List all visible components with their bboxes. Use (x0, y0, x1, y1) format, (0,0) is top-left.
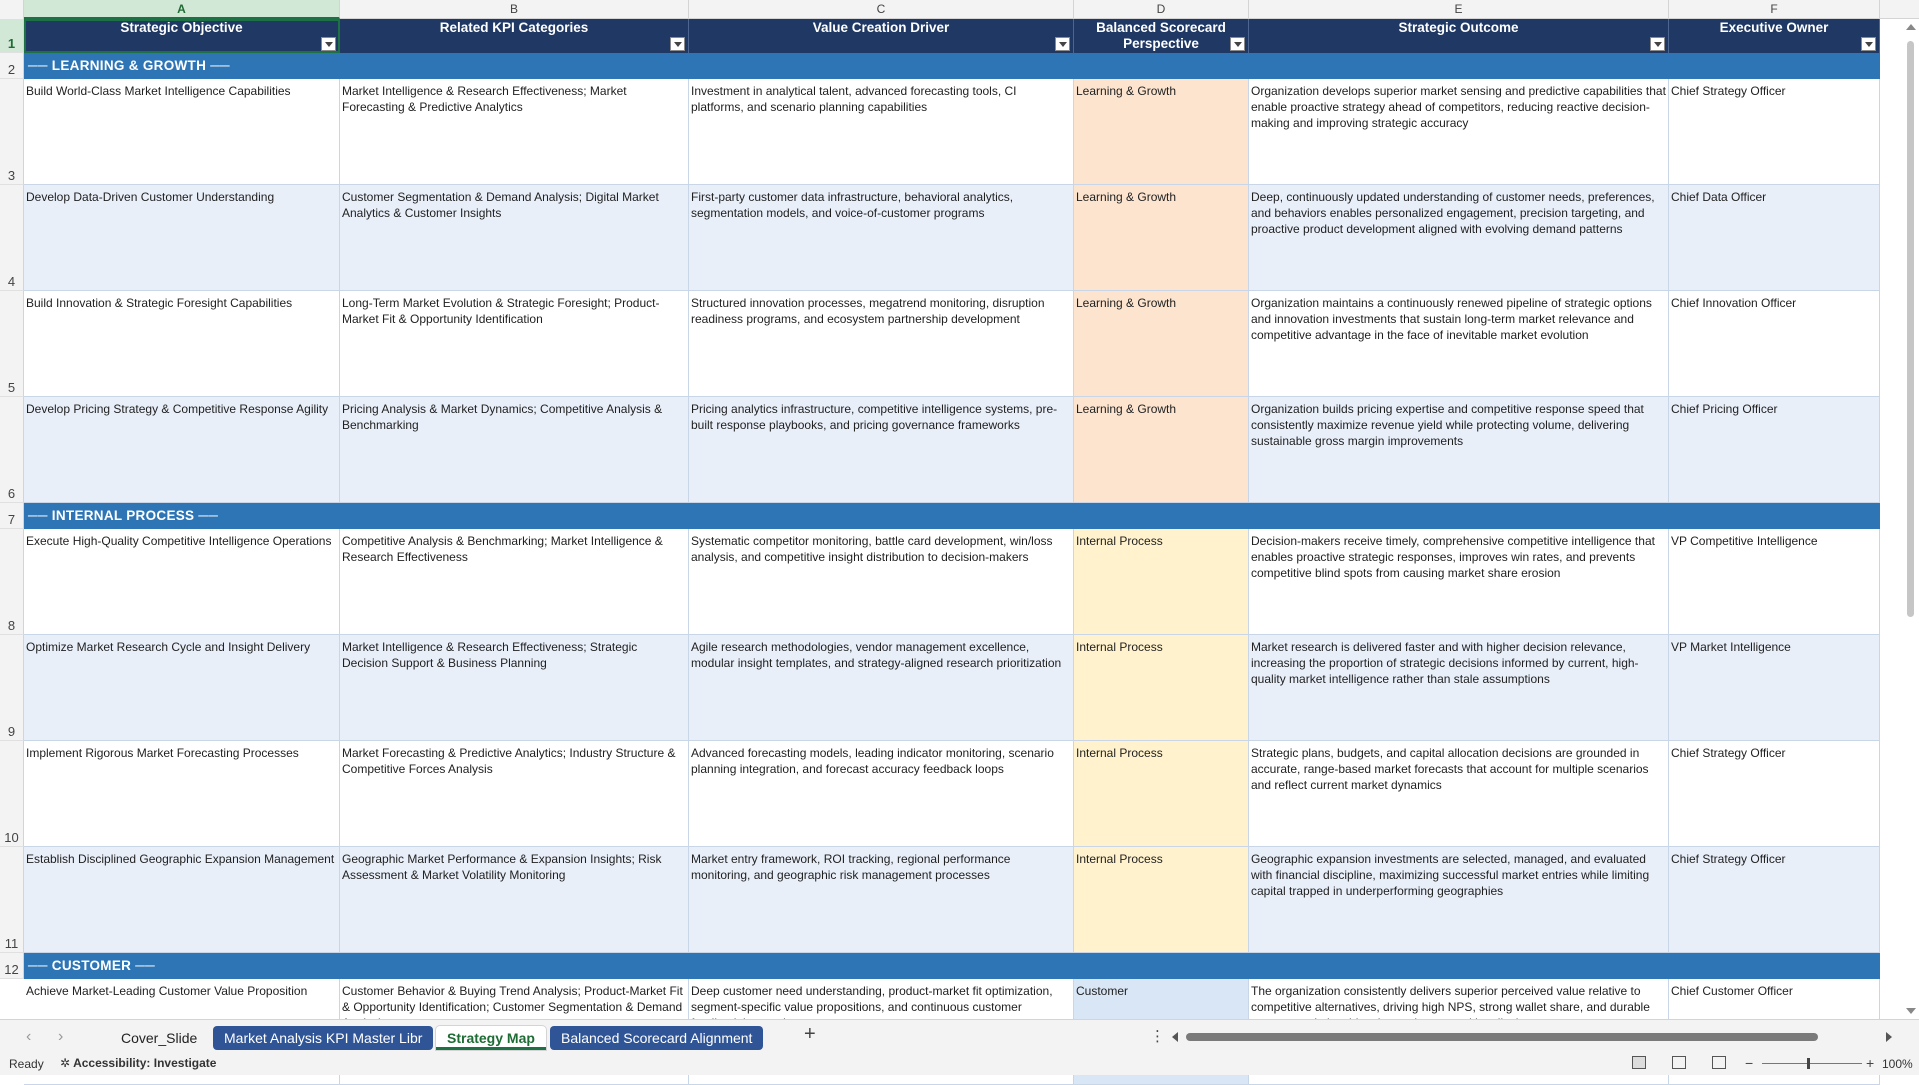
section-header-row (24, 953, 1880, 979)
cell-driver[interactable]: Investment in analytical talent, advanced forecasting tools, CI platforms, and scenario planning capabilities (689, 79, 1074, 184)
sheet-grid[interactable] (24, 19, 1880, 1019)
section-label: INTERNAL PROCESS (51, 508, 195, 523)
vertical-scroll-thumb[interactable] (1907, 41, 1914, 617)
section-rule-left: ── (28, 58, 48, 73)
zoom-slider-track[interactable] (1762, 1063, 1862, 1064)
cell-owner[interactable]: Chief Strategy Officer (1669, 79, 1880, 184)
cell-outcome[interactable]: Strategic plans, budgets, and capital allocation decisions are grounded in accurate, range-based market forecasts that account for multiple scenarios and reflect current market dynamics (1249, 741, 1669, 846)
table-row (24, 397, 1880, 503)
cell-outcome[interactable]: Organization maintains a continuously renewed pipeline of strategic options and innovation investments that sustain long-term market relevance and competitive advantage in the face of inevitable market evolution (1249, 291, 1669, 396)
status-bar (0, 1053, 1919, 1075)
row-number-label: 4 (7, 274, 16, 289)
cell-objective[interactable]: Develop Pricing Strategy & Competitive Response Agility (24, 397, 340, 502)
table-header-row (24, 19, 1880, 53)
scroll-up-arrow-icon[interactable] (1906, 24, 1916, 30)
section-rule-right: ── (206, 58, 230, 73)
cell-outcome[interactable]: Organization develops superior market sensing and predictive capabilities that enable proactive strategy ahead of competitors, reducing reactive decision-making and improving strategic accuracy (1249, 79, 1669, 184)
cell-perspective[interactable]: Learning & Growth (1074, 185, 1249, 290)
cell-kpi[interactable]: Competitive Analysis & Benchmarking; Market Intelligence & Research Effectiveness (340, 529, 689, 634)
horizontal-scroll-thumb[interactable] (1186, 1033, 1818, 1041)
add-sheet-icon[interactable]: + (804, 1023, 816, 1045)
cell-driver[interactable]: Deep customer need understanding, product-market fit optimization, segment-specific value propositions, and continuous customer (689, 979, 1074, 1084)
cell-perspective[interactable]: Learning & Growth (1074, 79, 1249, 184)
sheet-tab-bar (0, 1019, 1919, 1053)
cell-objective[interactable]: Optimize Market Research Cycle and Insight Delivery (24, 635, 340, 740)
column-letter-f[interactable]: F (1669, 0, 1880, 19)
column-letter-b[interactable]: B (340, 0, 689, 19)
row-number[interactable] (0, 529, 24, 635)
cell-objective[interactable]: Execute High-Quality Competitive Intelligence Operations (24, 529, 340, 634)
row-number[interactable] (0, 847, 24, 953)
cell-owner[interactable]: Chief Innovation Officer (1669, 291, 1880, 396)
section-label: CUSTOMER (51, 958, 132, 973)
header-label: Executive Owner (1719, 20, 1829, 35)
table-row (24, 291, 1880, 397)
cell-driver[interactable]: Structured innovation processes, megatrend monitoring, disruption readiness programs, and ecosystem partnership development (689, 291, 1074, 396)
header-cell-b[interactable] (340, 19, 689, 53)
cell-perspective[interactable]: Internal Process (1074, 529, 1249, 634)
filter-dropdown-icon[interactable] (1055, 37, 1070, 51)
cell-objective[interactable]: Build Innovation & Strategic Foresight Capabilities (24, 291, 340, 396)
cell-owner[interactable]: Chief Customer Officer (1669, 979, 1880, 1084)
header-cell-a[interactable] (24, 19, 340, 53)
filter-dropdown-icon[interactable] (1230, 37, 1245, 51)
cell-perspective[interactable]: Internal Process (1074, 847, 1249, 952)
cell-objective[interactable]: Build World-Class Market Intelligence Capabilities (24, 79, 340, 184)
accessibility-status[interactable] (60, 1056, 216, 1070)
cell-objective[interactable]: Develop Data-Driven Customer Understanding (24, 185, 340, 290)
header-cell-e[interactable] (1249, 19, 1669, 53)
cell-perspective[interactable]: Customer (1074, 979, 1249, 1084)
sheet-tab-1[interactable]: Cover_Slide (121, 1030, 198, 1046)
column-letter-d[interactable]: D (1074, 0, 1249, 19)
page-layout-view-icon[interactable] (1672, 1056, 1686, 1069)
row-number-label: 2 (7, 62, 16, 77)
row-number-label: 5 (7, 380, 16, 395)
row-number[interactable] (0, 953, 24, 979)
cell-kpi[interactable]: Long-Term Market Evolution & Strategic Foresight; Product-Market Fit & Opportunity Identification (340, 291, 689, 396)
filter-dropdown-icon[interactable] (321, 37, 336, 51)
section-rule-left: ── (28, 508, 48, 523)
row-number-label: 9 (7, 724, 16, 739)
scroll-right-arrow-icon[interactable] (1886, 1032, 1892, 1042)
header-cell-d[interactable] (1074, 19, 1249, 53)
row-number[interactable] (0, 635, 24, 741)
cell-outcome[interactable]: Organization builds pricing expertise and competitive response speed that consistently maximize revenue yield while protecting volume, delivering sustainable gross margin improvements (1249, 397, 1669, 502)
page-break-view-icon[interactable] (1712, 1056, 1726, 1069)
row-number-label: 1 (7, 36, 16, 51)
cell-driver[interactable]: Systematic competitor monitoring, battle card development, win/loss analysis, and competitive insight distribution to decision-makers (689, 529, 1074, 634)
section-rule-right: ── (194, 508, 219, 523)
sheet-tab-4[interactable]: Balanced Scorecard Alignment (550, 1026, 763, 1050)
header-cell-f[interactable] (1669, 19, 1880, 53)
row-number-label: 10 (4, 830, 19, 845)
cell-kpi[interactable]: Customer Behavior & Buying Trend Analysis; Product-Market Fit & Opportunity Identification; Customer Segmentation & Demand (340, 979, 689, 1084)
cell-owner[interactable]: VP Competitive Intelligence (1669, 529, 1880, 634)
cell-owner[interactable]: Chief Pricing Officer (1669, 397, 1880, 502)
table-row (24, 185, 1880, 291)
normal-view-icon[interactable] (1632, 1056, 1646, 1069)
cell-kpi[interactable]: Geographic Market Performance & Expansion Insights; Risk Assessment & Market Volatility Monitoring (340, 847, 689, 952)
cell-kpi[interactable]: Market Forecasting & Predictive Analytics; Industry Structure & Competitive Forces Analysis (340, 741, 689, 846)
cell-perspective[interactable]: Internal Process (1074, 635, 1249, 740)
tab-scroll-right-icon[interactable]: › (58, 1028, 64, 1045)
select-all-corner[interactable] (0, 0, 24, 19)
cell-objective[interactable]: Implement Rigorous Market Forecasting Processes (24, 741, 340, 846)
cell-perspective[interactable]: Learning & Growth (1074, 291, 1249, 396)
cell-driver[interactable]: Market entry framework, ROI tracking, regional performance monitoring, and geographic risk management processes (689, 847, 1074, 952)
cell-outcome[interactable]: Geographic expansion investments are selected, managed, and evaluated with financial discipline, maximizing successful market entries while limiting capital trapped in underperforming geographies (1249, 847, 1669, 952)
section-header-row (24, 503, 1880, 529)
cell-driver[interactable]: Pricing analytics infrastructure, competitive intelligence systems, pre-built response playbooks, and pricing governance frameworks (689, 397, 1074, 502)
accessibility-label: Accessibility: Investigate (73, 1056, 217, 1070)
header-label: Value Creation Driver (812, 20, 950, 35)
zoom-out-button[interactable]: − (1745, 1055, 1754, 1071)
row-number-label: 8 (7, 618, 16, 633)
sheet-tab-3[interactable]: Strategy Map (436, 1026, 546, 1050)
scroll-left-arrow-icon[interactable] (1172, 1032, 1178, 1042)
row-number-label: 3 (7, 168, 16, 183)
cell-driver[interactable]: Agile research methodologies, vendor management excellence, modular insight templates, and strategy-aligned research prioritization (689, 635, 1074, 740)
header-label: Strategic Objective (120, 20, 243, 35)
section-label: LEARNING & GROWTH (51, 58, 207, 73)
table-row (24, 741, 1880, 847)
cell-driver[interactable]: First-party customer data infrastructure, behavioral analytics, segmentation models, and voice-of-customer programs (689, 185, 1074, 290)
tab-scroll-left-icon[interactable]: ‹ (26, 1028, 32, 1045)
accessibility-icon: ✲ (60, 1056, 71, 1070)
row-number-label: 12 (4, 962, 19, 977)
column-letter-a[interactable]: A (24, 0, 340, 19)
cell-outcome[interactable]: Deep, continuously updated understanding of customer needs, preferences, and behaviors enables personalized engagement, precision targeting, and proactive product development aligned with evolving demand patterns (1249, 185, 1669, 290)
row-number[interactable] (0, 503, 24, 529)
vertical-scrollbar[interactable] (1902, 19, 1919, 1019)
filter-dropdown-icon[interactable] (1861, 37, 1876, 51)
cell-objective[interactable]: Achieve Market-Leading Customer Value Proposition (24, 979, 340, 1084)
column-letter-e[interactable]: E (1249, 0, 1669, 19)
table-row (24, 635, 1880, 741)
row-number-label: 6 (7, 486, 16, 501)
row-number[interactable] (0, 397, 24, 503)
row-number[interactable] (0, 741, 24, 847)
header-label: Related KPI Categories (439, 20, 589, 35)
row-number[interactable] (0, 185, 24, 291)
row-number[interactable] (0, 291, 24, 397)
zoom-in-button[interactable]: + (1866, 1055, 1875, 1071)
cell-perspective[interactable]: Learning & Growth (1074, 397, 1249, 502)
filter-dropdown-icon[interactable] (1650, 37, 1665, 51)
column-letter-c[interactable]: C (689, 0, 1074, 19)
sheet-tab-2[interactable]: Market Analysis KPI Master Libr (213, 1026, 433, 1050)
cell-owner[interactable]: Chief Data Officer (1669, 185, 1880, 290)
filter-dropdown-icon[interactable] (670, 37, 685, 51)
cell-outcome[interactable]: Decision-makers receive timely, comprehensive competitive intelligence that enables proactive strategic responses, improves win rates, and prevents competitive blind spots from causing market share erosion (1249, 529, 1669, 634)
header-label: Strategic Outcome (1398, 20, 1519, 35)
more-options-icon[interactable]: ⋮ (1150, 1028, 1164, 1045)
cell-outcome[interactable]: The organization consistently delivers superior perceived value relative to competitive alternatives, driving high NPS, strong wallet share, and durable (1249, 979, 1669, 1084)
table-row (24, 529, 1880, 635)
section-rule-left: ── (28, 958, 48, 973)
cell-perspective[interactable]: Internal Process (1074, 741, 1249, 846)
cell-kpi[interactable]: Market Intelligence & Research Effectiveness; Strategic Decision Support & Business Planning (340, 635, 689, 740)
horizontal-scrollbar[interactable] (1172, 1030, 1892, 1044)
row-number-label: 11 (4, 936, 19, 951)
header-label: Balanced Scorecard Perspective (1096, 20, 1226, 51)
zoom-level[interactable]: 100% (1882, 1057, 1913, 1071)
table-row (24, 847, 1880, 953)
cell-owner[interactable]: Chief Strategy Officer (1669, 847, 1880, 952)
zoom-slider-knob[interactable] (1807, 1058, 1810, 1069)
section-rule-right: ── (131, 958, 155, 973)
scroll-down-arrow-icon[interactable] (1906, 1008, 1916, 1014)
header-cell-c[interactable] (689, 19, 1074, 53)
row-number-label: 7 (7, 512, 16, 527)
cell-objective[interactable]: Establish Disciplined Geographic Expansion Management (24, 847, 340, 952)
cell-driver[interactable]: Advanced forecasting models, leading indicator monitoring, scenario planning integration, and forecast accuracy feedback loops (689, 741, 1074, 846)
cell-kpi[interactable]: Market Intelligence & Research Effectiveness; Market Forecasting & Predictive Analytics (340, 79, 689, 184)
section-header-row (24, 53, 1880, 79)
row-number[interactable] (0, 53, 24, 79)
row-number[interactable] (0, 19, 24, 53)
cell-outcome[interactable]: Market research is delivered faster and with higher decision relevance, increasing the proportion of strategic decisions informed by current, high-quality market intelligence rather than stale assumptions (1249, 635, 1669, 740)
table-row (24, 79, 1880, 185)
cell-kpi[interactable]: Pricing Analysis & Market Dynamics; Competitive Analysis & Benchmarking (340, 397, 689, 502)
status-ready: Ready (9, 1057, 44, 1071)
row-number[interactable] (0, 79, 24, 185)
cell-owner[interactable]: VP Market Intelligence (1669, 635, 1880, 740)
cell-kpi[interactable]: Customer Segmentation & Demand Analysis; Digital Market Analytics & Customer Insights (340, 185, 689, 290)
cell-owner[interactable]: Chief Strategy Officer (1669, 741, 1880, 846)
